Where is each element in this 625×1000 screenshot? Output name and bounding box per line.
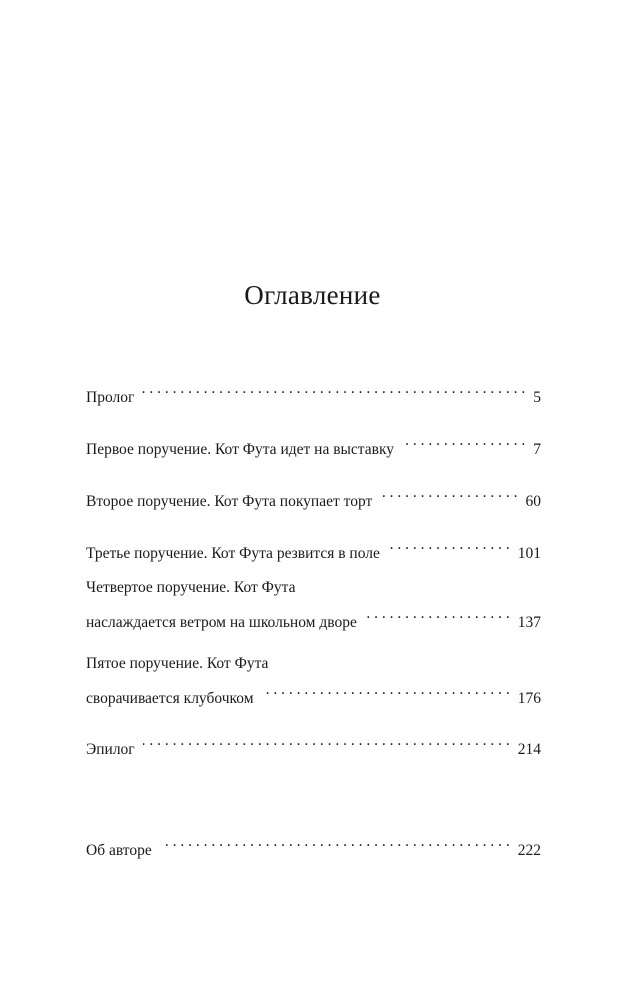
- toc-entry-epilogue[interactable]: [86, 728, 541, 763]
- toc-entry-chapter-2[interactable]: [86, 480, 541, 515]
- dot-leader: [402, 428, 525, 454]
- toc-page-number: 5: [533, 389, 541, 406]
- toc-entry-about-author[interactable]: [86, 829, 541, 864]
- toc-page-number: 60: [525, 493, 541, 510]
- dot-leader: [388, 532, 510, 558]
- dot-leader: [380, 480, 517, 506]
- toc-entry-title-line-2: наслаждается ветром на школьном дворе: [86, 614, 357, 631]
- toc-entry-chapter-1[interactable]: [86, 428, 541, 463]
- dot-leader: [262, 677, 510, 703]
- toc-entry-title: Эпилог: [86, 741, 135, 758]
- toc-entry-title: Первое поручение. Кот Фута идет на выставку: [86, 441, 395, 458]
- toc-entry-chapter-4[interactable]: [86, 575, 541, 636]
- toc-page-number: 101: [517, 545, 541, 562]
- toc-entry-title: Об авторе: [86, 842, 152, 859]
- toc-page-number: 137: [517, 614, 541, 631]
- toc-entry-title-line-1: Пятое поручение. Кот Фута: [86, 655, 269, 672]
- toc-entry-title: Пролог: [86, 389, 135, 406]
- toc-entry-prologue[interactable]: [86, 376, 541, 411]
- toc-entry-title-line-2: сворачивается клубочком: [86, 690, 254, 707]
- dot-leader: [142, 376, 525, 402]
- dot-leader: [365, 601, 510, 627]
- dot-leader: [143, 728, 510, 754]
- toc-entry-title: Второе поручение. Кот Фута покупает торт: [86, 493, 373, 510]
- toc-page-number: 214: [517, 741, 541, 758]
- toc-page-number: 222: [517, 842, 541, 859]
- dot-leader: [160, 829, 510, 855]
- toc-page-number: 176: [517, 690, 541, 707]
- toc-entry-title-line-1: Четвертое поручение. Кот Фута: [86, 579, 296, 596]
- toc-entry-chapter-5[interactable]: [86, 651, 541, 712]
- toc-entry-chapter-3[interactable]: [86, 532, 541, 567]
- toc-page-number: 7: [533, 441, 541, 458]
- toc-entry-title: Третье поручение. Кот Фута резвится в поле: [86, 545, 380, 562]
- page-title: Оглавление: [244, 280, 381, 310]
